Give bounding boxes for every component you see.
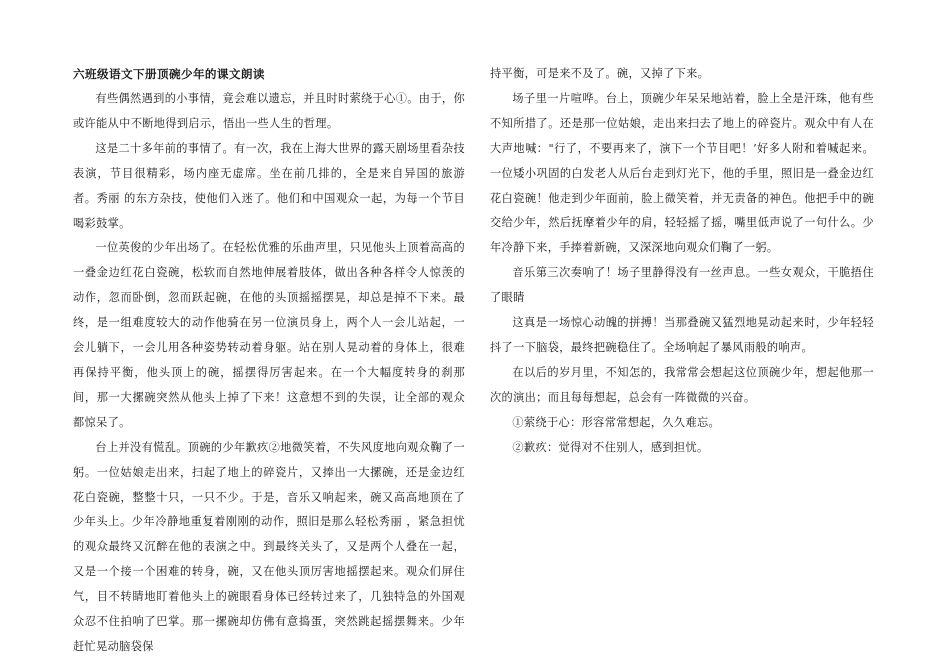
paragraph: 音乐第三次奏响了！场子里静得没有一丝声息。一些女观众，干脆捂住了眼睛 bbox=[490, 266, 874, 305]
paragraph: 这是二十多年前的事情了。有一次，我在上海大世界的露天剧场里看杂技表演，节目很精彩，场内座无虚席。坐在前几排的，全是来自异国的旅游者。秀丽 的东方杂技，使他们入迷了。他们和中国观众一起，为每一个节目喝彩鼓掌。 bbox=[73, 141, 465, 230]
right-column bbox=[490, 62, 874, 461]
footnote: ②歉疚：觉得对不住别人，感到担忧。 bbox=[512, 440, 709, 454]
footnote: ①萦绕于心：形容常常想起，久久难忘。 bbox=[512, 415, 721, 429]
paragraph-continued: 持平衡，可是来不及了。碗，又掉了下来。 bbox=[490, 67, 710, 80]
paragraph: 场子里一片喧哗。台上，顶碗少年呆呆地站着，脸上全是汗珠，他有些不知所措了。还是那一位姑娘，走出来扫去了地上的碎瓷片。观众中有人在大声地喊："行了，不要再来了，演下一个节目吧！’好多人附和着喊起来。一位矮小巩固的白发老人从后台走到灯光下，他的手里，照旧是一叠金边红花白瓷碗！他走到少年面前，脸上微笑着，并无责备的神色。他把手中的碗交给少年，然后抚摩着少年的肩，轻轻摇了摇，嘴里低声说了一句什么。少年冷静下来，手捧着新碗，又深深地向观众们鞠了一躬。 bbox=[490, 91, 874, 255]
left-column bbox=[73, 62, 465, 660]
paragraph: 这真是一场惊心动魄的拼搏！当那叠碗又猛烈地晃动起来时，少年轻轻抖了一下脑袋，最终把碗稳住了。全场响起了暴风雨般的响声。 bbox=[490, 316, 874, 354]
paragraph: 在以后的岁月里，不知怎的，我常常会想起这位顶碗少年，想起他那一次的演出；而且每每想起，总会有一阵微微的兴奋。 bbox=[490, 365, 874, 404]
paragraph: 一位英俊的少年出场了。在轻松优雅的乐曲声里，只见他头上顶着高高的一叠金边红花白瓷碗，松软而自然地伸展着肢体，做出各种各样令人惊羡的动作，忽而卧倒，忽而跃起碗，在他的头顶摇摇摆晃，却总是掉不下来。最终，是一组难度较大的动作他骑在另一位演员身上，两个人一会儿站起，一会儿躺下，一会儿用各种姿势转动着身躯。站在别人晃动着的身体上，很难再保持平衡，他头顶上的碗，摇摆得厉害起来。在一个大幅度转身的刹那间，那一大摞碗突然从他头上掉了下来！这意想不到的失误，让全部的观众都惊呆了。 bbox=[73, 241, 465, 429]
document-title: 六班级语文下册顶碗少年的课文朗读 bbox=[73, 67, 265, 81]
paragraph: 台上并没有慌乱。顶碗的少年歉疚②地微笑着，不失风度地向观众鞠了一躬。一位姑娘走出来，扫起了地上的碎瓷片，又捧出一大摞碗，还是金边红花白瓷碗，整整十只，一只不少。于是，音乐又响起来，碗又高高地顶在了少年头上。少年冷静地重复着刚刚的动作，照旧是那么轻松秀丽 ，紧急担忧的观众最终又沉醉在他的表演之中。到最终关头了，又是两个人叠在一起，又是一个接一个困难的转身，碗，又在他头顶厉害地摇摆起来。观众们屏住气，目不转睛地盯着他头上的碗眼看身体已经转过来了，几独特急的外国观众忍不住拍响了巴掌。那一摞碗却仿佛有意捣蛋，突然跳起摇摆舞来。少年赶忙晃动脑袋保 bbox=[73, 440, 465, 653]
paragraph: 有些偶然遇到的小事情，竟会难以遗忘，并且时时萦绕于心①。由于，你或许能从中不断地得到启示，悟出一些人生的哲理。 bbox=[73, 92, 465, 130]
